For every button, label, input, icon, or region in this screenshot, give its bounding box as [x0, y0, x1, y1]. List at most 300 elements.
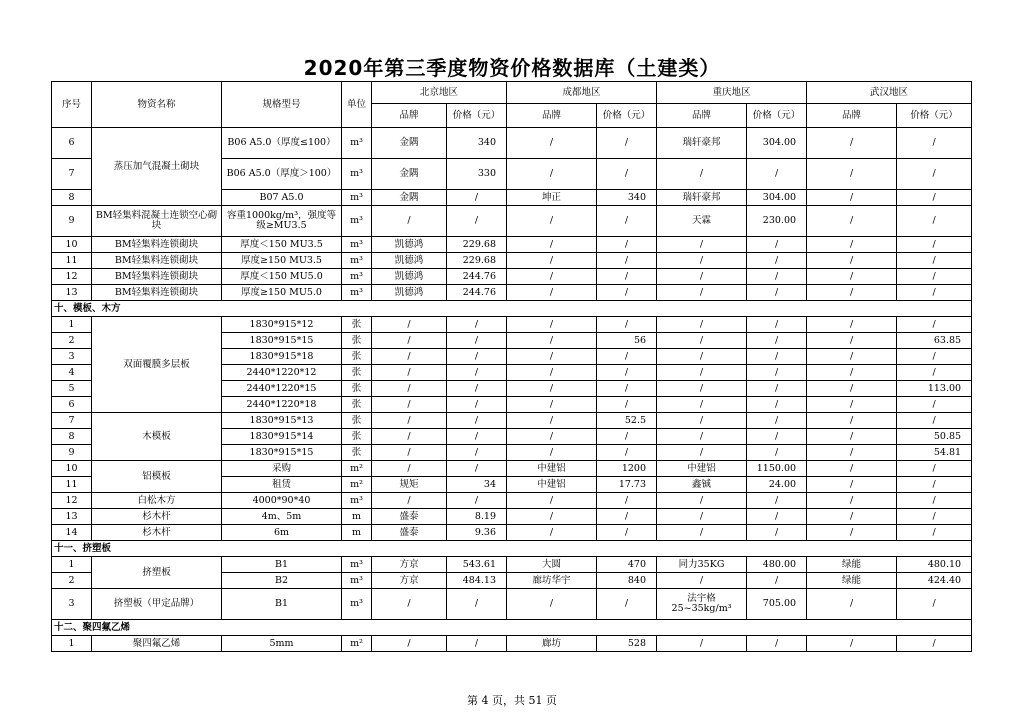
table-row [52, 128, 972, 159]
cell-seq: 14 [52, 525, 92, 541]
cell-unit: m³ [342, 493, 372, 509]
cell-price: 705.00 [747, 589, 807, 620]
cell-price: / [597, 589, 657, 620]
cell-spec: 1830*915*15 [222, 445, 342, 461]
cell-seq: 8 [52, 429, 92, 445]
cell-price: 8.19 [447, 509, 507, 525]
cell-price: / [747, 317, 807, 333]
cell-brand: / [657, 509, 747, 525]
cell-brand: / [807, 269, 897, 285]
cell-spec: B06 A5.0（厚度＞100） [222, 159, 342, 190]
cell-price: / [597, 285, 657, 301]
cell-price: / [747, 365, 807, 381]
cell-seq: 12 [52, 493, 92, 509]
cell-price: / [897, 589, 972, 620]
cell-spec: B2 [222, 573, 342, 589]
cell-unit: m [342, 525, 372, 541]
header-price: 价格（元） [447, 104, 507, 128]
cell-unit: 张 [342, 365, 372, 381]
page-title: 2020年第三季度物资价格数据库（土建类） [303, 56, 721, 80]
cell-seq: 9 [52, 206, 92, 237]
cell-price: 54.81 [897, 445, 972, 461]
cell-brand: 廊坊 [507, 636, 597, 652]
cell-price: / [747, 285, 807, 301]
cell-spec: 容重1000kg/m³，强度等级≥MU3.5 [222, 206, 342, 237]
cell-brand: 金隅 [372, 128, 447, 159]
cell-spec: 1830*915*13 [222, 413, 342, 429]
cell-seq: 3 [52, 349, 92, 365]
cell-seq: 13 [52, 285, 92, 301]
header-price: 价格（元） [747, 104, 807, 128]
cell-brand: / [507, 589, 597, 620]
cell-brand: / [807, 461, 897, 477]
cell-brand: 绿能 [807, 573, 897, 589]
cell-price: / [447, 429, 507, 445]
cell-unit: 张 [342, 413, 372, 429]
cell-price: / [447, 365, 507, 381]
cell-price: 1150.00 [747, 461, 807, 477]
cell-unit: m³ [342, 269, 372, 285]
section-heading: 十二、聚四氟乙烯 [52, 620, 972, 636]
cell-unit: 张 [342, 445, 372, 461]
cell-unit: m³ [342, 253, 372, 269]
cell-brand: 瑞轩豪邦 [657, 190, 747, 206]
cell-spec: 1830*915*12 [222, 317, 342, 333]
cell-spec: 2440*1220*12 [222, 365, 342, 381]
cell-brand: / [507, 445, 597, 461]
cell-unit: 张 [342, 429, 372, 445]
cell-brand: / [657, 493, 747, 509]
cell-spec: 1830*915*15 [222, 333, 342, 349]
cell-brand: / [807, 237, 897, 253]
cell-spec: B06 A5.0（厚度≤100） [222, 128, 342, 159]
cell-price: 229.68 [447, 237, 507, 253]
cell-seq: 6 [52, 128, 92, 159]
cell-brand: / [807, 413, 897, 429]
table-row [52, 413, 972, 429]
cell-price: / [897, 525, 972, 541]
cell-brand: / [372, 365, 447, 381]
cell-price: 304.00 [747, 190, 807, 206]
cell-spec: 1830*915*14 [222, 429, 342, 445]
cell-brand: / [507, 128, 597, 159]
price-table [51, 81, 972, 652]
cell-price: 480.10 [897, 557, 972, 573]
cell-price: / [747, 493, 807, 509]
cell-price: 340 [447, 128, 507, 159]
cell-price: / [897, 253, 972, 269]
cell-price: / [597, 269, 657, 285]
cell-unit: 张 [342, 333, 372, 349]
cell-unit: m³ [342, 285, 372, 301]
cell-price: 113.00 [897, 381, 972, 397]
header-name: 物资名称 [92, 82, 222, 128]
cell-material-name: 双面覆膜多层板 [92, 317, 222, 413]
cell-price: / [747, 525, 807, 541]
cell-price: 244.76 [447, 285, 507, 301]
cell-price: / [597, 206, 657, 237]
cell-price: / [447, 333, 507, 349]
cell-brand: / [507, 317, 597, 333]
cell-seq: 10 [52, 461, 92, 477]
cell-brand: 方京 [372, 573, 447, 589]
cell-brand: / [657, 429, 747, 445]
cell-brand: 大圆 [507, 557, 597, 573]
header-brand: 品牌 [507, 104, 597, 128]
cell-spec: 2440*1220*15 [222, 381, 342, 397]
cell-price: / [747, 445, 807, 461]
cell-price: 9.36 [447, 525, 507, 541]
cell-price: / [597, 493, 657, 509]
header-region-chongqing: 重庆地区 [657, 82, 807, 104]
cell-unit: m³ [342, 128, 372, 159]
header-unit: 单位 [342, 82, 372, 128]
cell-price: 56 [597, 333, 657, 349]
table-row [52, 509, 972, 525]
cell-price: 17.73 [597, 477, 657, 493]
cell-brand: / [657, 525, 747, 541]
cell-price: / [597, 381, 657, 397]
cell-price: / [447, 397, 507, 413]
cell-brand: / [807, 365, 897, 381]
cell-unit: 张 [342, 349, 372, 365]
header-brand: 品牌 [657, 104, 747, 128]
cell-price: / [597, 525, 657, 541]
cell-spec: B1 [222, 557, 342, 573]
cell-seq: 1 [52, 557, 92, 573]
cell-price: / [747, 269, 807, 285]
cell-brand: / [657, 636, 747, 652]
cell-brand: 廊坊华宇 [507, 573, 597, 589]
cell-price: 50.85 [897, 429, 972, 445]
cell-brand: / [372, 445, 447, 461]
table-row [52, 493, 972, 509]
cell-seq: 11 [52, 253, 92, 269]
cell-brand: / [807, 589, 897, 620]
cell-price: / [897, 190, 972, 206]
cell-price: / [897, 159, 972, 190]
header-spec: 规格型号 [222, 82, 342, 128]
cell-brand: 凯德鸿 [372, 285, 447, 301]
cell-price: / [897, 365, 972, 381]
cell-brand: 规矩 [372, 477, 447, 493]
cell-brand: 同力35KG [657, 557, 747, 573]
cell-brand: / [372, 461, 447, 477]
cell-brand: / [807, 333, 897, 349]
cell-brand: / [372, 636, 447, 652]
cell-seq: 1 [52, 636, 92, 652]
cell-price: / [447, 349, 507, 365]
cell-brand: / [657, 445, 747, 461]
cell-brand: / [507, 397, 597, 413]
table-row [52, 237, 972, 253]
cell-brand: / [807, 253, 897, 269]
cell-brand: / [657, 573, 747, 589]
cell-spec: 2440*1220*18 [222, 397, 342, 413]
cell-seq: 3 [52, 589, 92, 620]
table-row [52, 253, 972, 269]
header-region-chengdu: 成都地区 [507, 82, 657, 104]
cell-brand: / [807, 128, 897, 159]
table-row [52, 589, 972, 620]
cell-price: / [597, 397, 657, 413]
cell-seq: 10 [52, 237, 92, 253]
cell-unit: m² [342, 636, 372, 652]
cell-unit: 张 [342, 317, 372, 333]
cell-material-name: BM轻集料连锁砌块 [92, 237, 222, 253]
cell-brand: / [657, 349, 747, 365]
cell-brand: / [807, 317, 897, 333]
cell-brand: / [372, 349, 447, 365]
cell-price: / [897, 128, 972, 159]
cell-brand: / [657, 253, 747, 269]
cell-price: 34 [447, 477, 507, 493]
cell-unit: m³ [342, 589, 372, 620]
cell-price: / [897, 636, 972, 652]
cell-brand: 金隅 [372, 190, 447, 206]
cell-spec: B07 A5.0 [222, 190, 342, 206]
cell-brand: 瑞轩豪邦 [657, 128, 747, 159]
cell-brand: / [372, 206, 447, 237]
cell-price: / [747, 509, 807, 525]
cell-price: 330 [447, 159, 507, 190]
cell-seq: 11 [52, 477, 92, 493]
cell-spec: 厚度≥150 MU3.5 [222, 253, 342, 269]
header-brand: 品牌 [807, 104, 897, 128]
cell-brand: 凯德鸿 [372, 237, 447, 253]
cell-price: / [897, 269, 972, 285]
cell-price: 470 [597, 557, 657, 573]
section-row [52, 620, 972, 636]
cell-price: 304.00 [747, 128, 807, 159]
cell-price: / [597, 429, 657, 445]
cell-brand: / [372, 381, 447, 397]
cell-brand: 凯德鸿 [372, 253, 447, 269]
cell-price: / [897, 493, 972, 509]
cell-price: / [447, 461, 507, 477]
cell-seq: 9 [52, 445, 92, 461]
cell-brand: / [807, 285, 897, 301]
cell-material-name: 白松木方 [92, 493, 222, 509]
table-row [52, 461, 972, 477]
cell-unit: 张 [342, 381, 372, 397]
cell-unit: m³ [342, 159, 372, 190]
cell-price: / [447, 445, 507, 461]
cell-price: 840 [597, 573, 657, 589]
cell-brand: / [807, 206, 897, 237]
table-row [52, 206, 972, 237]
cell-price: / [897, 509, 972, 525]
cell-brand: / [807, 397, 897, 413]
cell-brand: 盛泰 [372, 509, 447, 525]
cell-price: / [447, 493, 507, 509]
cell-seq: 4 [52, 365, 92, 381]
cell-brand: / [372, 493, 447, 509]
cell-brand: / [807, 636, 897, 652]
cell-price: / [597, 159, 657, 190]
cell-brand: / [372, 333, 447, 349]
cell-price: 63.85 [897, 333, 972, 349]
cell-brand: / [657, 159, 747, 190]
cell-material-name: 聚四氟乙烯 [92, 636, 222, 652]
cell-price: / [747, 333, 807, 349]
cell-seq: 2 [52, 573, 92, 589]
cell-brand: / [657, 317, 747, 333]
cell-brand: / [507, 429, 597, 445]
cell-brand: / [507, 381, 597, 397]
cell-brand: / [372, 429, 447, 445]
page-footer: 第 4 页，共 51 页 [467, 694, 557, 707]
table-row [52, 269, 972, 285]
cell-unit: m³ [342, 190, 372, 206]
cell-spec: 厚度≥150 MU5.0 [222, 285, 342, 301]
cell-price: / [597, 509, 657, 525]
cell-brand: / [507, 525, 597, 541]
cell-brand: / [372, 317, 447, 333]
cell-spec: 采购 [222, 461, 342, 477]
cell-price: / [747, 429, 807, 445]
cell-unit: m² [342, 461, 372, 477]
header-region-beijing: 北京地区 [372, 82, 507, 104]
cell-brand: 金隅 [372, 159, 447, 190]
section-heading: 十一、挤塑板 [52, 541, 972, 557]
cell-price: / [447, 589, 507, 620]
table-row [52, 525, 972, 541]
cell-brand: / [507, 253, 597, 269]
cell-brand: / [807, 159, 897, 190]
cell-brand: / [657, 397, 747, 413]
cell-price: 24.00 [747, 477, 807, 493]
cell-spec: 1830*915*18 [222, 349, 342, 365]
header-price: 价格（元） [597, 104, 657, 128]
cell-material-name: BM轻集料混凝土连锁空心砌块 [92, 206, 222, 237]
cell-unit: m [342, 509, 372, 525]
cell-spec: B1 [222, 589, 342, 620]
header-row [52, 82, 972, 104]
cell-price: / [897, 477, 972, 493]
cell-brand: / [807, 349, 897, 365]
cell-seq: 5 [52, 381, 92, 397]
cell-brand: / [657, 413, 747, 429]
cell-price: 244.76 [447, 269, 507, 285]
cell-brand: 盛泰 [372, 525, 447, 541]
cell-price: / [747, 413, 807, 429]
cell-brand: 天霖 [657, 206, 747, 237]
cell-unit: m³ [342, 573, 372, 589]
cell-seq: 1 [52, 317, 92, 333]
section-heading: 十、模板、木方 [52, 301, 972, 317]
cell-seq: 8 [52, 190, 92, 206]
cell-brand: / [657, 269, 747, 285]
cell-brand: / [657, 333, 747, 349]
cell-seq: 12 [52, 269, 92, 285]
cell-material-name: BM轻集料连锁砌块 [92, 253, 222, 269]
cell-spec: 4m、5m [222, 509, 342, 525]
cell-brand: / [807, 190, 897, 206]
cell-price: / [747, 381, 807, 397]
cell-price: 424.40 [897, 573, 972, 589]
cell-price: / [747, 253, 807, 269]
cell-price: / [447, 636, 507, 652]
cell-brand: / [507, 237, 597, 253]
cell-spec: 厚度＜150 MU5.0 [222, 269, 342, 285]
cell-brand: / [807, 429, 897, 445]
cell-brand: / [372, 413, 447, 429]
cell-material-name: BM轻集料连锁砌块 [92, 285, 222, 301]
cell-unit: m³ [342, 206, 372, 237]
cell-price: / [747, 349, 807, 365]
cell-price: / [747, 636, 807, 652]
cell-brand: / [657, 237, 747, 253]
cell-spec: 6m [222, 525, 342, 541]
cell-brand: 鑫铖 [657, 477, 747, 493]
header-region-wuhan: 武汉地区 [807, 82, 972, 104]
cell-brand: / [507, 269, 597, 285]
cell-brand: / [507, 285, 597, 301]
cell-spec: 4000*90*40 [222, 493, 342, 509]
cell-seq: 13 [52, 509, 92, 525]
header-brand: 品牌 [372, 104, 447, 128]
cell-brand: / [807, 381, 897, 397]
cell-price: / [747, 573, 807, 589]
cell-material-name: 蒸压加气混凝土砌块 [92, 128, 222, 206]
cell-price: / [597, 253, 657, 269]
cell-price: / [597, 349, 657, 365]
cell-price: / [597, 317, 657, 333]
cell-brand: 坤正 [507, 190, 597, 206]
cell-brand: 中建铝 [507, 477, 597, 493]
cell-brand: 绿能 [807, 557, 897, 573]
cell-brand: / [807, 445, 897, 461]
cell-brand: / [372, 397, 447, 413]
cell-price: 229.68 [447, 253, 507, 269]
cell-price: / [897, 397, 972, 413]
cell-price: / [447, 381, 507, 397]
cell-brand: / [507, 159, 597, 190]
cell-brand: / [507, 365, 597, 381]
cell-price: 52.5 [597, 413, 657, 429]
cell-brand: / [507, 413, 597, 429]
cell-price: 543.61 [447, 557, 507, 573]
cell-brand: / [372, 589, 447, 620]
cell-price: / [897, 349, 972, 365]
cell-material-name: 杉木杆 [92, 509, 222, 525]
cell-material-name: 挤塑板（甲定品牌） [92, 589, 222, 620]
cell-brand: 凯德鸿 [372, 269, 447, 285]
cell-brand: 中建铝 [507, 461, 597, 477]
cell-spec: 租赁 [222, 477, 342, 493]
cell-brand: / [507, 333, 597, 349]
header-price: 价格（元） [897, 104, 972, 128]
cell-price: 340 [597, 190, 657, 206]
cell-brand: / [807, 525, 897, 541]
cell-price: / [447, 317, 507, 333]
table-row [52, 285, 972, 301]
cell-material-name: 挤塑板 [92, 557, 222, 589]
cell-price: / [597, 445, 657, 461]
cell-price: 480.00 [747, 557, 807, 573]
cell-price: 528 [597, 636, 657, 652]
section-row [52, 541, 972, 557]
cell-price: 230.00 [747, 206, 807, 237]
header-seq: 序号 [52, 82, 92, 128]
cell-spec: 厚度＜150 MU3.5 [222, 237, 342, 253]
cell-price: / [897, 461, 972, 477]
cell-price: / [747, 159, 807, 190]
cell-seq: 6 [52, 397, 92, 413]
table-row [52, 317, 972, 333]
cell-brand: / [507, 206, 597, 237]
